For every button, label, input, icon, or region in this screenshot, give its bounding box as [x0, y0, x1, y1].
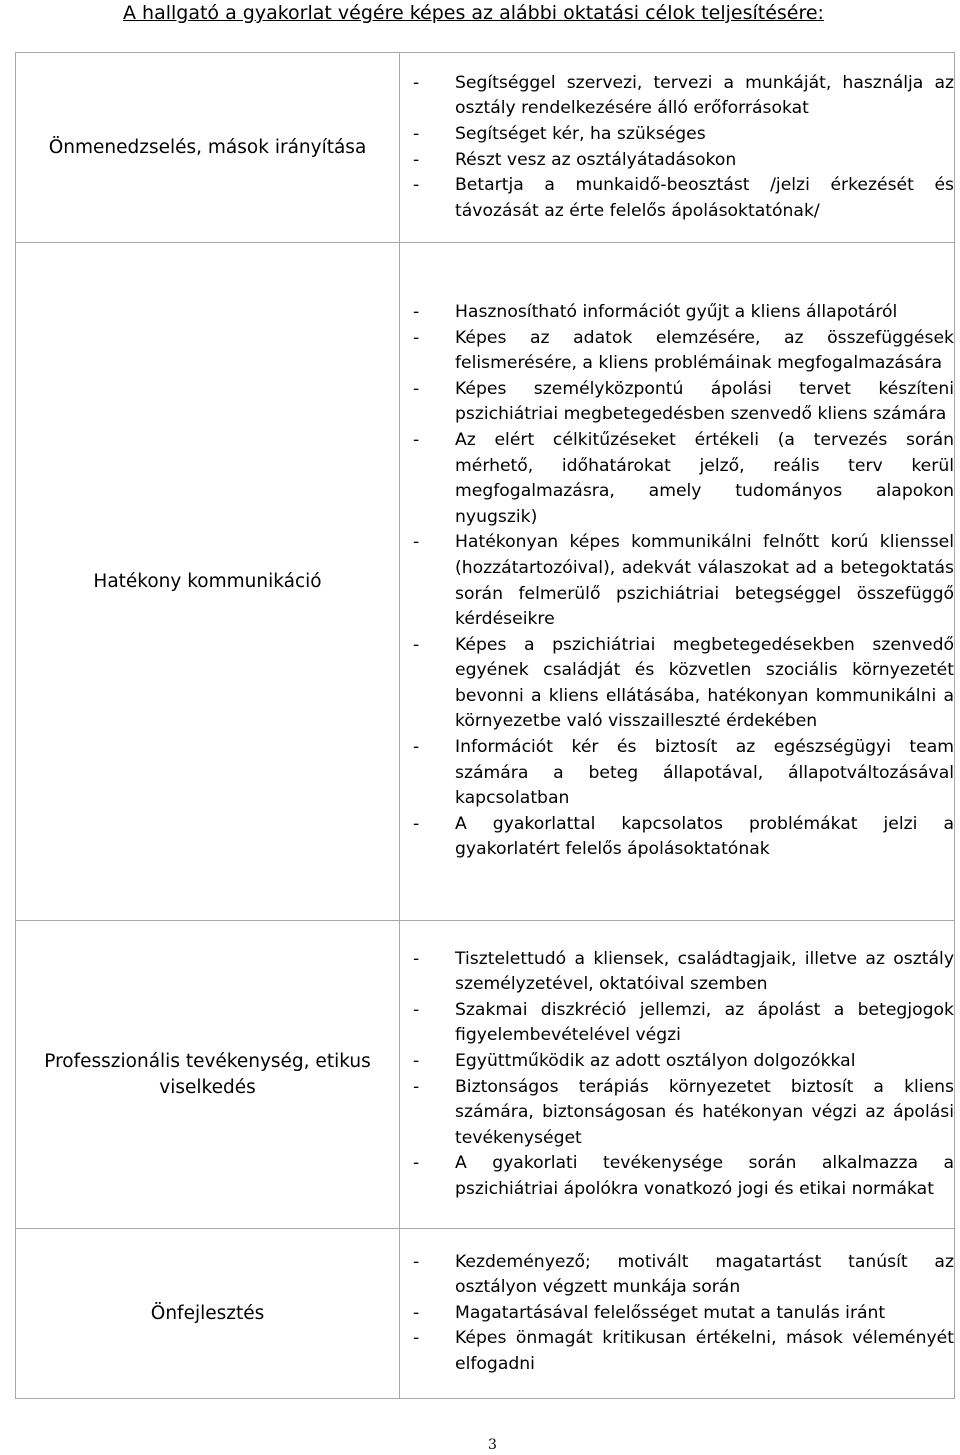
outcome-item: - Kezdeményező; motivált magatartást tanúsít az osztályon végzett munkája során — [400, 1250, 954, 1301]
competency-area: Professzionális tevékenység, etikus viselkedés — [16, 921, 400, 1229]
outcome-item: - Képes az adatok elemzésére, az összefüggések felismerésére, a kliens problémáinak megfogalmazására — [400, 326, 954, 377]
outcome-item: - Hatékonyan képes kommunikálni felnőtt korú klienssel (hozzátartozóival), adekvát válaszokat ad a betegoktatás során felmerülő pszichiátriai betegséggel összefüggő kérdéseikre — [400, 530, 954, 632]
outcome-items-cell — [400, 1229, 955, 1399]
outcome-list — [400, 1250, 954, 1378]
outcome-list — [400, 947, 954, 1203]
outcome-item: - Együttműködik az adott osztályon dolgozókkal — [400, 1049, 954, 1075]
outcome-item: - Információt kér és biztosít az egészségügyi team számára a beteg állapotával, állapotváltozásával kapcsolatban — [400, 735, 954, 812]
outcome-item: - Képes önmagát kritikusan értékelni, mások véleményét elfogadni — [400, 1326, 954, 1377]
outcome-item: - Segítséget kér, ha szükséges — [400, 122, 954, 148]
outcome-item: - Segítséggel szervezi, tervezi a munkáját, használja az osztály rendelkezésére álló erőforrásokat — [400, 71, 954, 122]
learning-outcomes-table-body — [16, 53, 955, 1399]
outcome-item: - Biztonságos terápiás környezetet biztosít a kliens számára, biztonságosan és hatékonyan végzi az ápolási tevékenységet — [400, 1075, 954, 1152]
outcome-item: - Hasznosítható információt gyűjt a kliens állapotáról — [400, 300, 954, 326]
outcome-item: - Betartja a munkaidő-beosztást /jelzi érkezését és távozását az érte felelős ápolásoktatónak/ — [400, 173, 954, 224]
outcome-item: - Képes a pszichiátriai megbetegedésekben szenvedő egyének családját és közvetlen szociális környezetét bevonni a kliens ellátásába, hatékonyan kommunikálni a környezetbe való visszailleszté érdekében — [400, 633, 954, 735]
outcome-row — [16, 921, 955, 1229]
outcome-item: - Részt vesz az osztályátadásokon — [400, 148, 954, 174]
outcome-row — [16, 243, 955, 921]
page-number: 3 — [488, 1437, 497, 1453]
outcome-item: - A gyakorlati tevékenysége során alkalmazza a pszichiátriai ápolókra vonatkozó jogi és etikai normákat — [400, 1151, 954, 1202]
competency-area: Önmenedzselés, mások irányítása — [16, 53, 400, 243]
outcome-list — [400, 71, 954, 225]
outcome-items-cell — [400, 243, 955, 921]
outcome-item: - Az elért célkitűzéseket értékeli (a tervezés során mérhető, időhatárokat jelző, reális terv kerül megfogalmazásra, amely tudományos alapokon nyugszik) — [400, 428, 954, 530]
outcome-item: - Szakmai diszkréció jellemzi, az ápolást a betegjogok figyelembevételével végzi — [400, 998, 954, 1049]
outcome-items-cell — [400, 921, 955, 1229]
competency-area: Önfejlesztés — [16, 1229, 400, 1399]
outcome-items-cell — [400, 53, 955, 243]
learning-outcomes-table — [15, 52, 955, 1399]
outcome-item: - A gyakorlattal kapcsolatos problémákat jelzi a gyakorlatért felelős ápolásoktatónak — [400, 812, 954, 863]
outcome-item: - Tisztelettudó a kliensek, családtagjaik, illetve az osztály személyzetével, oktatóival szemben — [400, 947, 954, 998]
outcome-item: - Magatartásával felelősséget mutat a tanulás iránt — [400, 1301, 954, 1327]
outcome-row — [16, 53, 955, 243]
outcome-list — [400, 300, 954, 863]
competency-area: Hatékony kommunikáció — [16, 243, 400, 921]
page-heading: A hallgató a gyakorlat végére képes az alábbi oktatási célok teljesítésére: — [123, 2, 824, 24]
outcome-item: - Képes személyközpontú ápolási tervet készíteni pszichiátriai megbetegedésben szenvedő kliens számára — [400, 377, 954, 428]
outcome-row — [16, 1229, 955, 1399]
